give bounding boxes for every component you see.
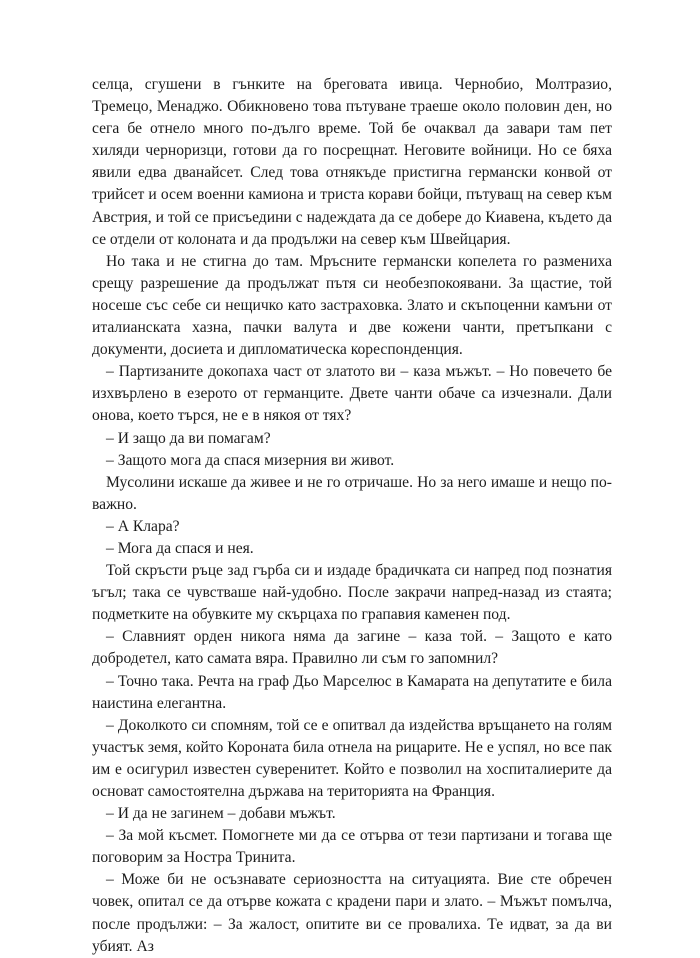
dialogue-line: – Партизаните докопаха част от златото ви – каза мъжът. – Но повечето бе изхвърлено в езерото от германците. Двете чанти обаче са изчезнали. Дали онова, което търся, не е в някоя от тях? [92,363,612,425]
paragraph: Но така и не стигна до там. Мръсните германски копелета го размениха срещу разрешение да продължат пътя си необезпокоявани. За щастие, той носеше със себе си нещичко като застраховка. Злато и скъпоценни камъни от италианската хазна, пачки валута и две кожени чанти, претъпкани с документи, досиета и дипломатическа кореспонденция. [92,252,612,359]
dialogue-line: – Точно така. Речта на граф Дьо Марселюс в Камарата на депутатите е била наистина елегантна. [92,672,612,712]
dialogue-line: – Мога да спася и нея. [106,539,254,557]
dialogue-line: – И да не загинем – добави мъжът. [106,805,336,823]
dialogue-line: – А Клара? [106,517,180,535]
dialogue-line: – Защото мога да спася мизерния ви живот. [106,451,395,469]
paragraph: Мусолини искаше да живее и не го отричаше. Но за него имаше и нещо по-важно. [92,473,612,513]
dialogue-line: – Доколкото си спомням, той се е опитвал да издейства връщането на голям участък земя, който Короната била отнела на рицарите. Не е успял, но все пак им е осигурил известен суверенитет. Който е позволил на хоспиталиерите да основат самостоятелна държава на територията на Франция. [92,716,612,800]
dialogue-line: – И защо да ви помагам? [106,429,271,447]
page-body [92,74,612,958]
dialogue-line: – За мой късмет. Помогнете ми да се отърва от тези партизани и тогава ще поговорим за Ностра Тринита. [92,827,612,867]
paragraph: селца, сгушени в гънките на бреговата ивица. Чернобио, Молтразио, Тремецо, Менаджо. Обикновено това пътуване траеше около половин ден, но сега бе отнело много по-дълго време. Той бе очаквал да завари там пет хиляди черноризци, готови да го посрещнат. Неговите войници. Но се бяха явили едва дванайсет. След това отнякъде пристигна германски конвой от трийсет и осем военни камиона и триста корави бойци, пътуващ на север към Австрия, и той се присъедини с надеждата да се добере до Киавена, където да се отдели от колоната и да продължи на север към Швейцария. [92,76,612,248]
dialogue-line: – Може би не осъзнавате сериозността на ситуацията. Вие сте обречен човек, опитал се да отърве кожата с крадени пари и злато. – Мъжът помълча, после продължи: – За жалост, опитите ви се провалиха. Те идват, за да ви убият. Аз [92,871,612,955]
dialogue-line: – Славният орден никога няма да загине – каза той. – Защото е като добродетел, като самата вяра. Правилно ли съм го запомнил? [92,628,612,668]
paragraph: Той скръсти ръце зад гърба си и издаде брадичката си напред под познатия ъгъл; така се чувстваше най-удобно. После закрачи напред-назад из стаята; подметките на обувките му скърцаха по грапавия каменен под. [92,562,612,624]
